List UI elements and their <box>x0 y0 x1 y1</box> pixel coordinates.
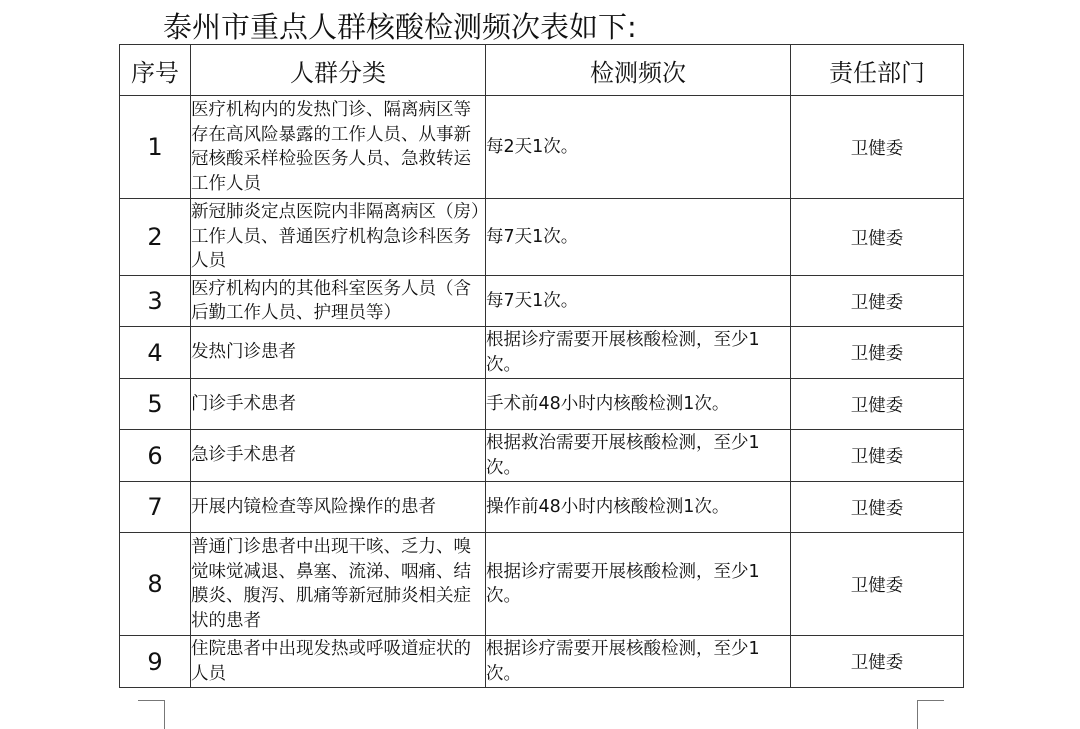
group-cell: 医疗机构内的发热门诊、隔离病区等存在高风险暴露的工作人员、从事新冠核酸采样检验医务人员、急救转运工作人员 <box>191 96 486 199</box>
frequency-cell: 根据救治需要开展核酸检测，至少1次。 <box>486 430 791 482</box>
department-cell: 卫健委 <box>791 276 964 327</box>
group-cell: 急诊手术患者 <box>191 430 486 482</box>
group-cell: 普通门诊患者中出现干咳、乏力、嗅觉味觉减退、鼻塞、流涕、咽痛、结膜炎、腹泻、肌痛等新冠肺炎相关症状的患者 <box>191 533 486 636</box>
table-row <box>120 379 964 430</box>
frequency-cell: 手术前48小时内核酸检测1次。 <box>486 379 791 430</box>
group-cell: 开展内镜检查等风险操作的患者 <box>191 482 486 533</box>
department-cell: 卫健委 <box>791 199 964 276</box>
department-cell: 卫健委 <box>791 636 964 688</box>
group-cell: 医疗机构内的其他科室医务人员（含后勤工作人员、护理员等） <box>191 276 486 327</box>
frequency-cell: 根据诊疗需要开展核酸检测，至少1次。 <box>486 327 791 379</box>
frequency-cell: 根据诊疗需要开展核酸检测，至少1次。 <box>486 636 791 688</box>
row-number: 8 <box>120 533 191 636</box>
header-no: 序号 <box>120 45 191 96</box>
row-number: 1 <box>120 96 191 199</box>
row-number: 3 <box>120 276 191 327</box>
row-number: 7 <box>120 482 191 533</box>
table-header-row <box>120 45 964 96</box>
group-cell: 新冠肺炎定点医院内非隔离病区（房）工作人员、普通医疗机构急诊科医务人员 <box>191 199 486 276</box>
row-number: 9 <box>120 636 191 688</box>
table-row <box>120 276 964 327</box>
group-cell: 发热门诊患者 <box>191 327 486 379</box>
table-row <box>120 636 964 688</box>
row-number: 5 <box>120 379 191 430</box>
testing-frequency-table <box>119 44 964 688</box>
department-cell: 卫健委 <box>791 96 964 199</box>
group-cell: 门诊手术患者 <box>191 379 486 430</box>
row-number: 2 <box>120 199 191 276</box>
row-number: 6 <box>120 430 191 482</box>
row-number: 4 <box>120 327 191 379</box>
department-cell: 卫健委 <box>791 430 964 482</box>
table-row <box>120 327 964 379</box>
frequency-cell: 每7天1次。 <box>486 276 791 327</box>
frequency-cell: 根据诊疗需要开展核酸检测，至少1次。 <box>486 533 791 636</box>
group-cell: 住院患者中出现发热或呼吸道症状的人员 <box>191 636 486 688</box>
table-row <box>120 482 964 533</box>
page-title: 泰州市重点人群核酸检测频次表如下: <box>163 10 637 44</box>
header-department: 责任部门 <box>791 45 964 96</box>
department-cell: 卫健委 <box>791 327 964 379</box>
table-row <box>120 430 964 482</box>
table-row <box>120 199 964 276</box>
crop-mark-right <box>917 700 944 729</box>
crop-mark-left <box>138 700 165 729</box>
department-cell: 卫健委 <box>791 379 964 430</box>
table-row <box>120 533 964 636</box>
header-frequency: 检测频次 <box>486 45 791 96</box>
table-row <box>120 96 964 199</box>
frequency-cell: 每2天1次。 <box>486 96 791 199</box>
frequency-cell: 每7天1次。 <box>486 199 791 276</box>
header-group: 人群分类 <box>191 45 486 96</box>
department-cell: 卫健委 <box>791 533 964 636</box>
department-cell: 卫健委 <box>791 482 964 533</box>
frequency-cell: 操作前48小时内核酸检测1次。 <box>486 482 791 533</box>
